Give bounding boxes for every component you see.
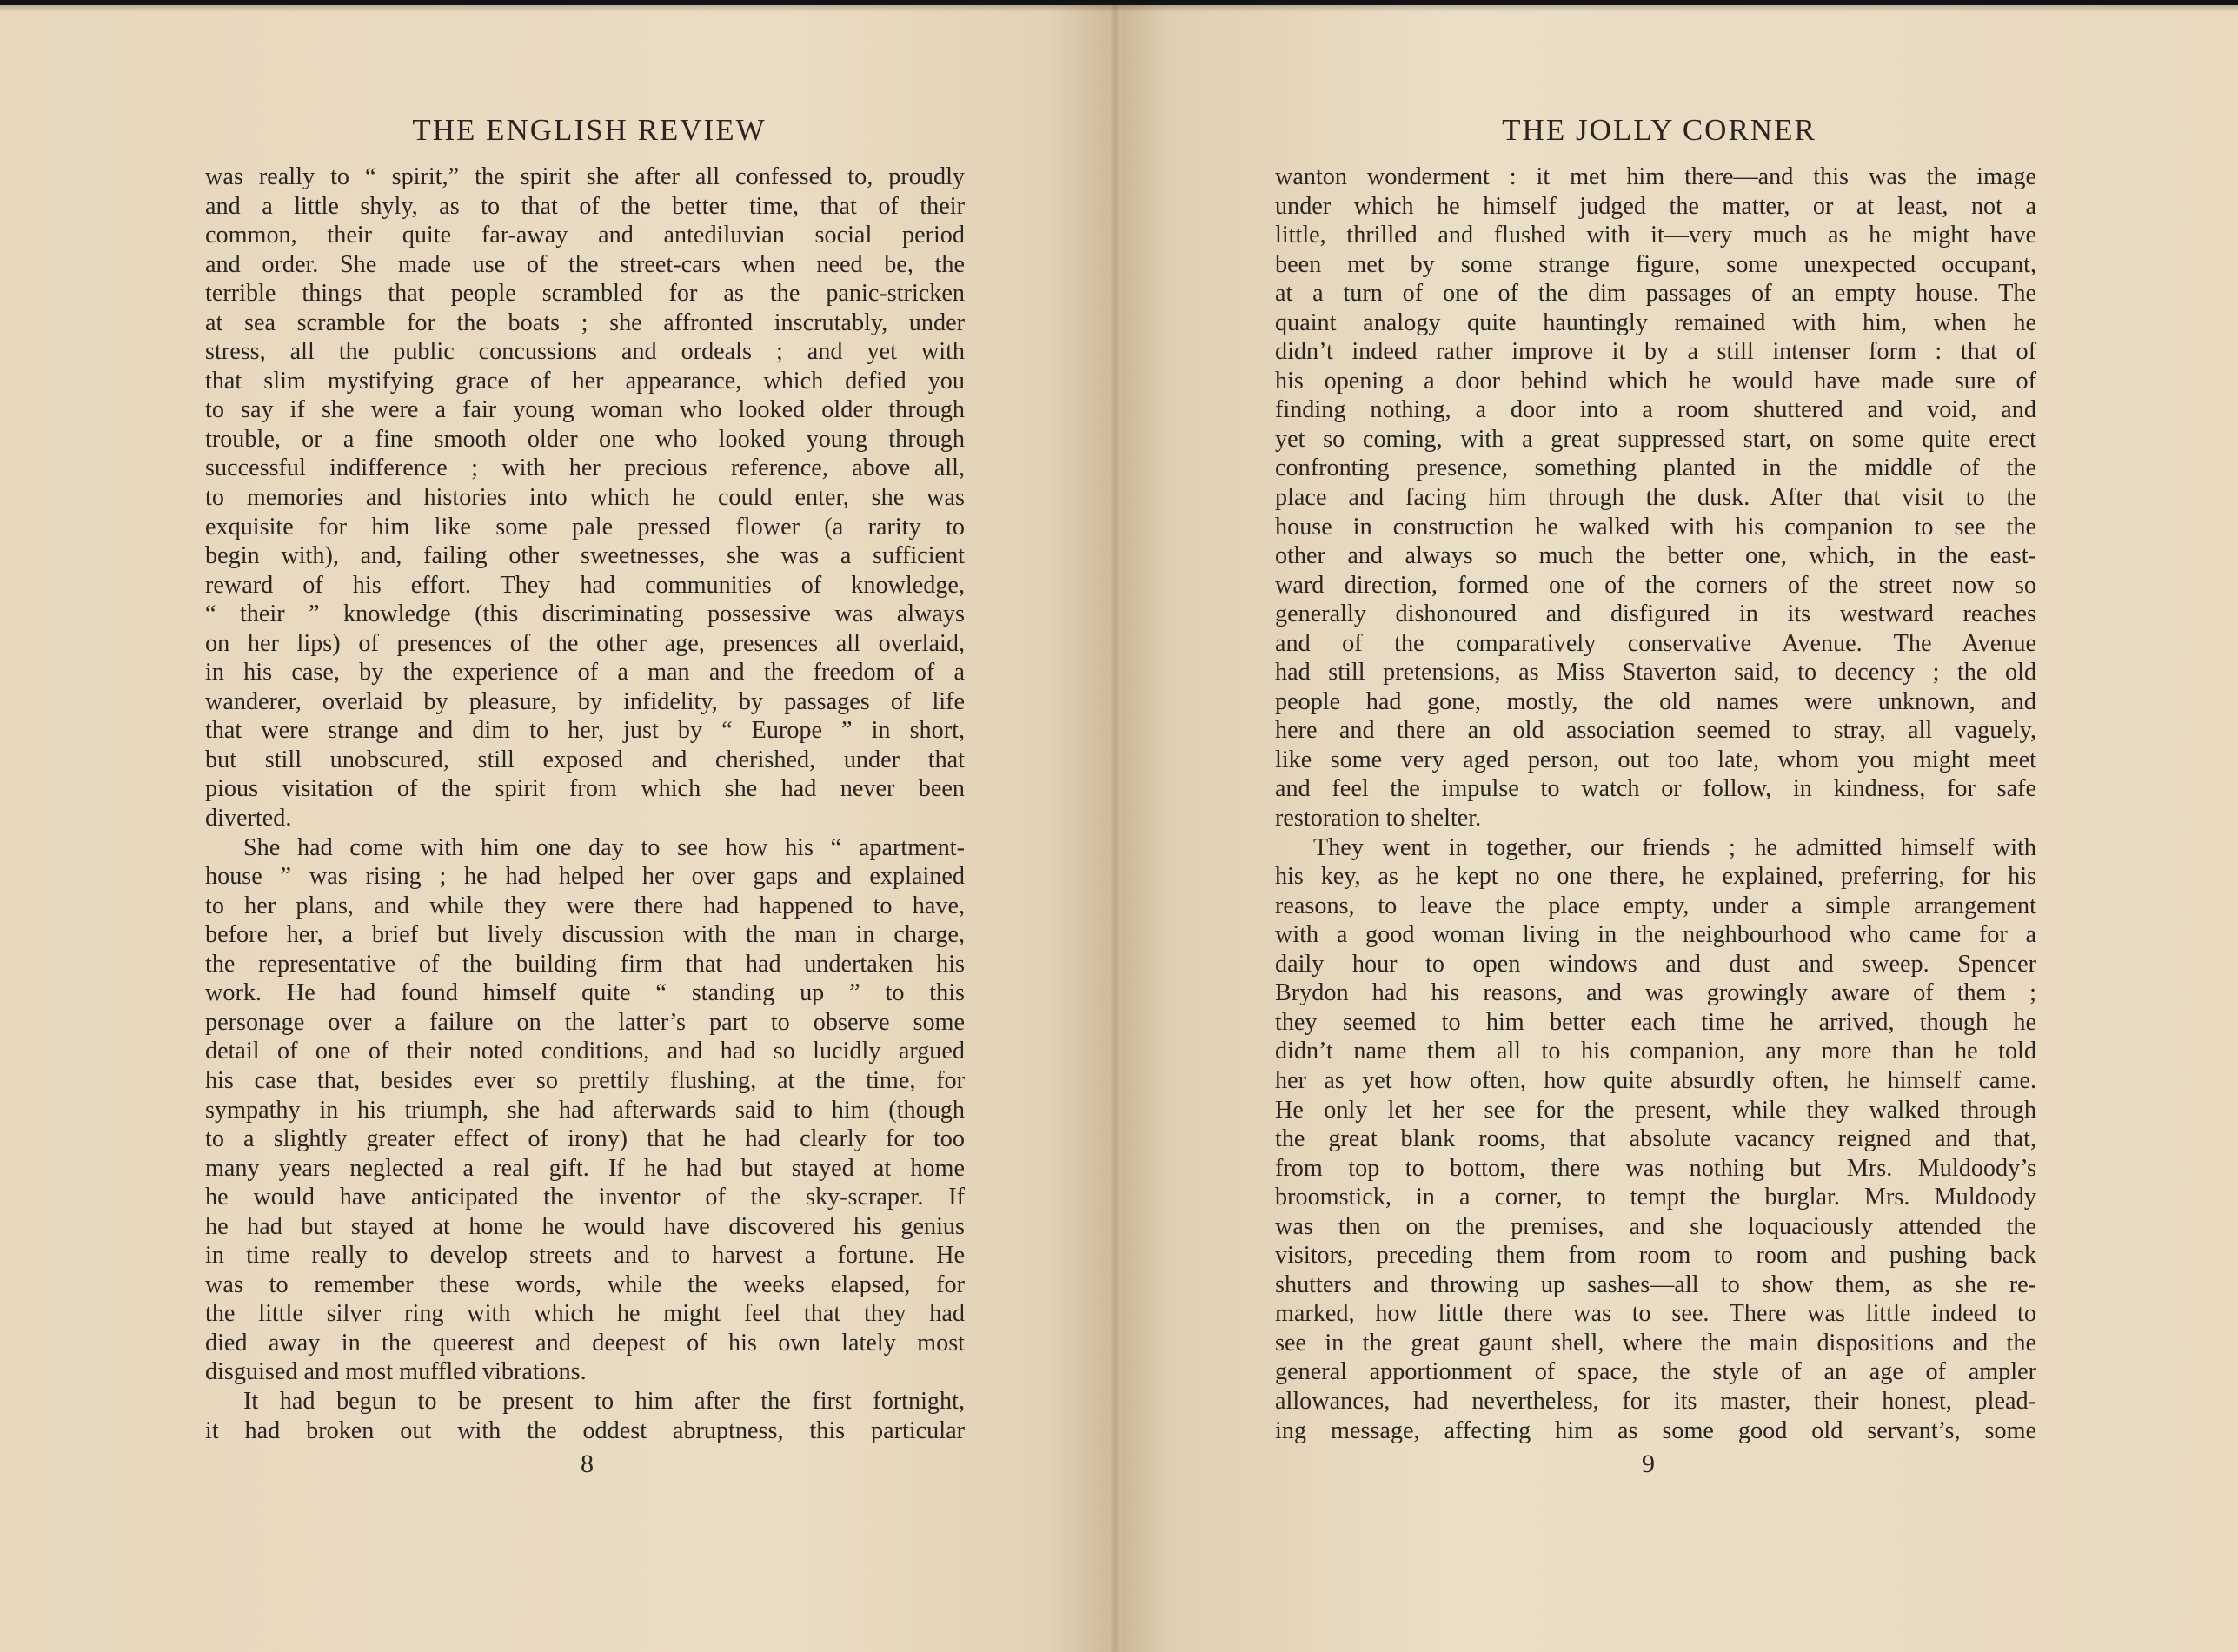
text-line: didn’t name them all to his companion, any more than he told xyxy=(1275,1038,2036,1065)
text-line: common, their quite far-away and antediluvian social period xyxy=(205,222,965,249)
text-line: quaint analogy quite hauntingly remained with him, when he xyxy=(1275,309,2036,336)
text-line: in his case, by the experience of a man and the freedom of a xyxy=(205,659,965,687)
text-line: successful indifference ; with her precious reference, above all, xyxy=(205,454,965,482)
text-line: was to remember these words, while the weeks elapsed, for xyxy=(205,1271,965,1298)
text-line: personage over a failure on the latter’s part to observe some xyxy=(205,1008,965,1036)
text-line: wanton wonderment : it met him there—and this was the image xyxy=(1275,163,2036,190)
text-line: he would have anticipated the inventor of the sky-scraper. If xyxy=(205,1184,965,1211)
text-line: but still unobscured, still exposed and cherished, under that xyxy=(205,746,965,773)
running-head-right: THE JOLLY CORNER xyxy=(1502,113,1816,147)
text-line: at a turn of one of the dim passages of an empty house. The xyxy=(1275,280,2036,308)
text-line: didn’t indeed rather improve it by a still intenser form : that of xyxy=(1275,338,2036,366)
text-line: disguised and most muffled vibrations. xyxy=(205,1358,587,1386)
running-head-left: THE ENGLISH REVIEW xyxy=(412,113,767,147)
text-line: shutters and throwing up sashes—all to show them, as she re- xyxy=(1275,1271,2036,1298)
text-line: to a slightly greater effect of irony) that he had clearly for too xyxy=(205,1125,965,1153)
text-line: Brydon had his reasons, and was growingly aware of them ; xyxy=(1275,979,2036,1007)
text-line: ward direction, formed one of the corners of the street now so xyxy=(1275,571,2036,599)
text-line: They went in together, our friends ; he admitted himself with xyxy=(1313,833,2036,861)
right-text-block xyxy=(1275,163,2036,1445)
text-line: wanderer, overlaid by pleasure, by infidelity, by passages of life xyxy=(205,687,965,715)
text-line: marked, how little there was to see. There was little indeed to xyxy=(1275,1300,2036,1328)
text-line: they seemed to him better each time he arrived, though he xyxy=(1275,1008,2036,1036)
left-text-block xyxy=(205,163,965,1445)
text-line: finding nothing, a door into a room shuttered and void, and xyxy=(1275,396,2036,424)
text-line: the great blank rooms, that absolute vacancy reigned and that, xyxy=(1275,1125,2036,1153)
text-line: the little silver ring with which he might feel that they had xyxy=(205,1300,965,1328)
text-line: place and facing him through the dusk. After that visit to the xyxy=(1275,484,2036,512)
text-line: diverted. xyxy=(205,805,292,833)
right-page xyxy=(1115,5,2238,1652)
text-line: the representative of the building firm that had undertaken his xyxy=(205,950,965,978)
text-line: people had gone, mostly, the old names were unknown, and xyxy=(1275,687,2036,715)
text-line: and order. She made use of the street-cars when need be, the xyxy=(205,250,965,278)
text-line: house ” was rising ; he had helped her over gaps and explained xyxy=(205,863,965,891)
text-line: stress, all the public concussions and ordeals ; and yet with xyxy=(205,338,965,366)
text-line: exquisite for him like some pale pressed flower (a rarity to xyxy=(205,513,965,541)
text-line: yet so coming, with a great suppressed start, on some quite erect xyxy=(1275,425,2036,453)
text-line: before her, a brief but lively discussion with the man in charge, xyxy=(205,921,965,949)
text-line: house in construction he walked with his companion to see the xyxy=(1275,513,2036,541)
text-line: sympathy in his triumph, she had afterwards said to him (though xyxy=(205,1096,965,1124)
text-line: was then on the premises, and she loquaciously attended the xyxy=(1275,1212,2036,1240)
text-line: broomstick, in a corner, to tempt the burglar. Mrs. Muldoody xyxy=(1275,1184,2036,1211)
text-line: confronting presence, something planted in the middle of the xyxy=(1275,454,2036,482)
text-line: with a good woman living in the neighbourhood who came for a xyxy=(1275,921,2036,949)
text-line: ing message, affecting him as some good old servant’s, some xyxy=(1275,1416,2036,1444)
text-line: detail of one of their noted conditions, and had so lucidly argued xyxy=(205,1038,965,1065)
top-edge-shadow xyxy=(0,0,2238,12)
text-line: general apportionment of space, the style of an age of ampler xyxy=(1275,1358,2036,1386)
book-gutter xyxy=(1109,5,1121,1652)
text-line: “ their ” knowledge (this discriminating possessive was always xyxy=(205,600,965,628)
text-line: to say if she were a fair young woman who looked older through xyxy=(205,396,965,424)
text-line: from top to bottom, there was nothing but Mrs. Muldoody’s xyxy=(1275,1154,2036,1182)
text-line: that slim mystifying grace of her appearance, which defied you xyxy=(205,367,965,395)
text-line: generally dishonoured and disfigured in its westward reaches xyxy=(1275,600,2036,628)
text-line: under which he himself judged the matter, or at least, not a xyxy=(1275,192,2036,220)
book-spread xyxy=(0,5,2238,1652)
text-line: pious visitation of the spirit from which she had never been xyxy=(205,775,965,803)
text-line: She had come with him one day to see how his “ apartment- xyxy=(243,833,965,861)
text-line: trouble, or a fine smooth older one who looked young through xyxy=(205,425,965,453)
text-line: restoration to shelter. xyxy=(1275,805,1482,833)
text-line: and a little shyly, as to that of the better time, that of their xyxy=(205,192,965,220)
text-line: reward of his effort. They had communities of knowledge, xyxy=(205,571,965,599)
text-line: It had begun to be present to him after the first fortnight, xyxy=(243,1387,965,1415)
text-line: terrible things that people scrambled for as the panic-stricken xyxy=(205,280,965,308)
page-number-right: 9 xyxy=(1642,1450,1655,1478)
text-line: his case that, besides ever so prettily flushing, at the time, for xyxy=(205,1066,965,1094)
text-line: that were strange and dim to her, just by “ Europe ” in short, xyxy=(205,717,965,745)
text-line: he had but stayed at home he would have discovered his genius xyxy=(205,1212,965,1240)
text-line: died away in the queerest and deepest of his own lately most xyxy=(205,1329,965,1357)
text-line: and of the comparatively conservative Avenue. The Avenue xyxy=(1275,629,2036,657)
text-line: in time really to develop streets and to harvest a fortune. He xyxy=(205,1242,965,1270)
text-line: allowances, had nevertheless, for its master, their honest, plead- xyxy=(1275,1387,2036,1415)
text-line: visitors, preceding them from room to room and pushing back xyxy=(1275,1242,2036,1270)
text-line: was really to “ spirit,” the spirit she after all confessed to, proudly xyxy=(205,163,965,190)
text-line: daily hour to open windows and dust and sweep. Spencer xyxy=(1275,950,2036,978)
text-line: on her lips) of presences of the other age, presences all overlaid, xyxy=(205,629,965,657)
text-line: been met by some strange figure, some unexpected occupant, xyxy=(1275,250,2036,278)
text-line: here and there an old association seemed to stray, all vaguely, xyxy=(1275,717,2036,745)
text-line: had still pretensions, as Miss Staverton said, to decency ; the old xyxy=(1275,659,2036,687)
text-line: his key, as he kept no one there, he explained, preferring, for his xyxy=(1275,863,2036,891)
text-line: to her plans, and while they were there had happened to have, xyxy=(205,892,965,919)
text-line: many years neglected a real gift. If he had but stayed at home xyxy=(205,1154,965,1182)
page-number-left: 8 xyxy=(581,1450,594,1478)
text-line: his opening a door behind which he would have made sure of xyxy=(1275,367,2036,395)
text-line: other and always so much the better one, which, in the east- xyxy=(1275,542,2036,570)
text-line: and feel the impulse to watch or follow, in kindness, for safe xyxy=(1275,775,2036,803)
text-line: reasons, to leave the place empty, under a simple arrangement xyxy=(1275,892,2036,919)
text-line: it had broken out with the oddest abruptness, this particular xyxy=(205,1416,965,1444)
text-line: little, thrilled and flushed with it—very much as he might have xyxy=(1275,222,2036,249)
left-page xyxy=(0,5,1115,1652)
text-line: work. He had found himself quite “ standing up ” to this xyxy=(205,979,965,1007)
text-line: begin with), and, failing other sweetnesses, she was a sufficient xyxy=(205,542,965,570)
text-line: see in the great gaunt shell, where the main dispositions and the xyxy=(1275,1329,2036,1357)
text-line: to memories and histories into which he could enter, she was xyxy=(205,484,965,512)
text-line: like some very aged person, out too late, whom you might meet xyxy=(1275,746,2036,773)
text-line: at sea scramble for the boats ; she affronted inscrutably, under xyxy=(205,309,965,336)
text-line: her as yet how often, how quite absurdly often, he himself came. xyxy=(1275,1066,2036,1094)
text-line: He only let her see for the present, while they walked through xyxy=(1275,1096,2036,1124)
